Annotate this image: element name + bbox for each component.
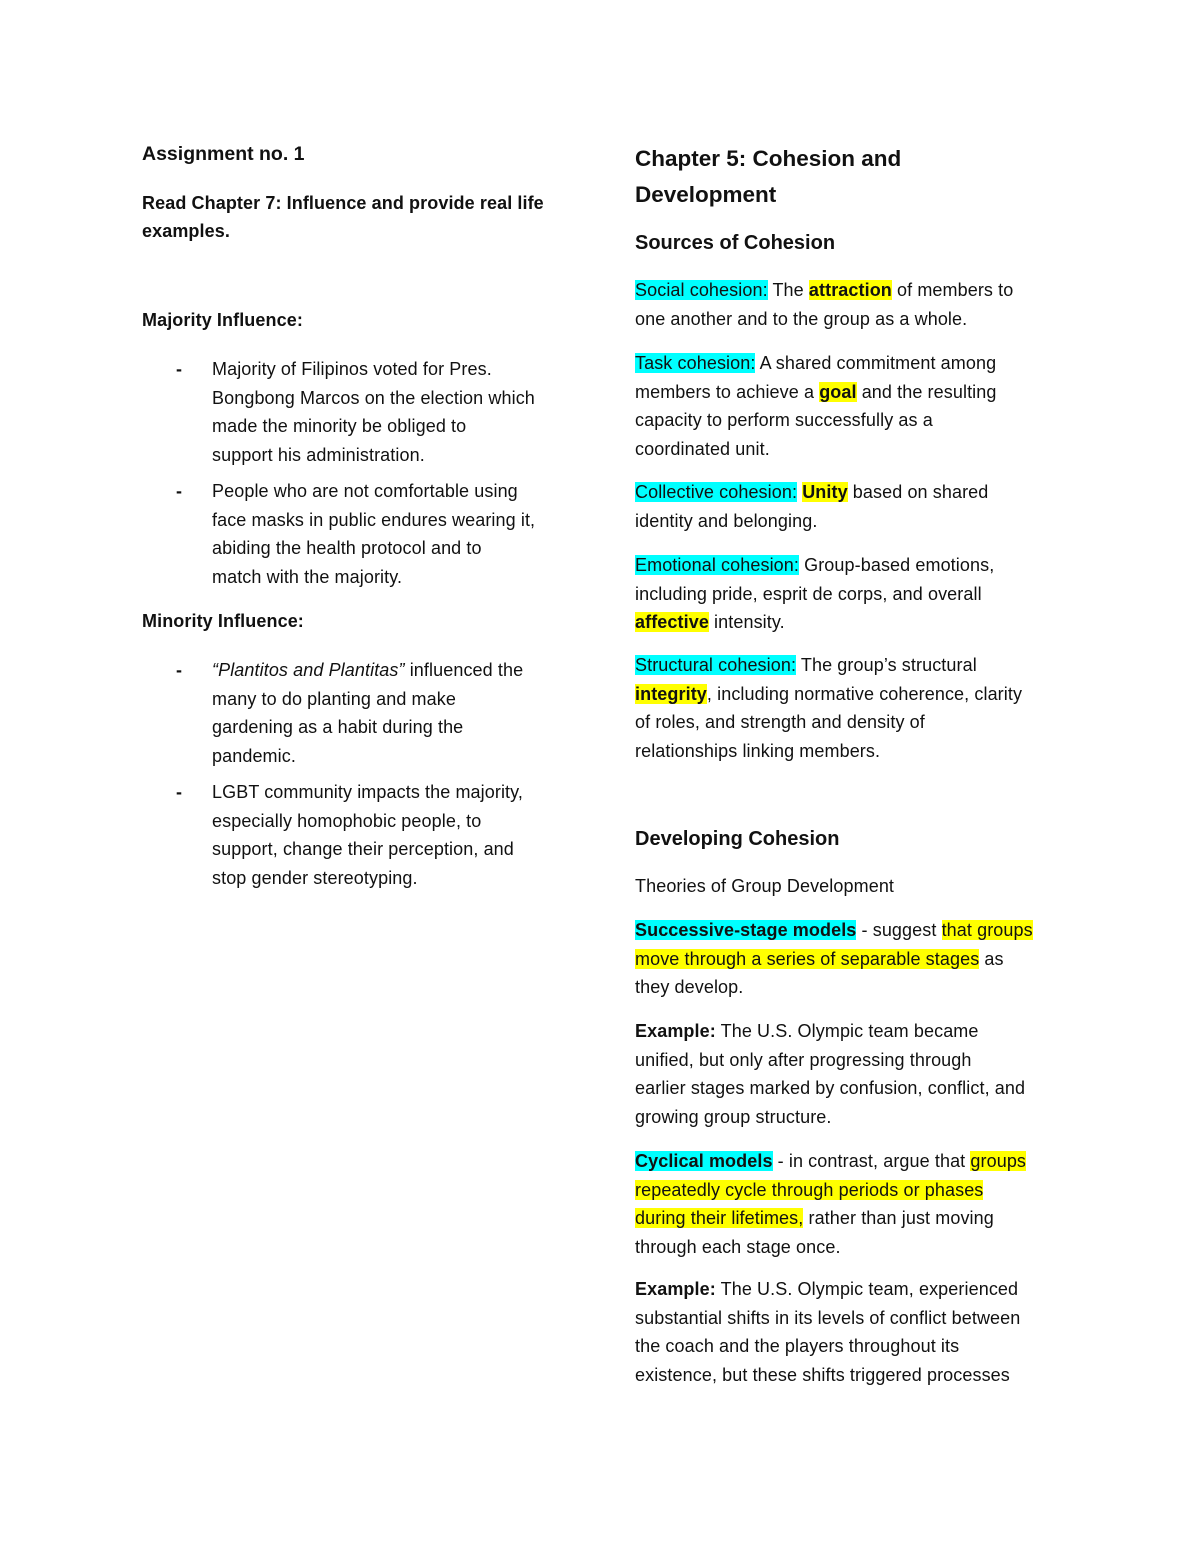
text-line: stop gender stereotyping. <box>212 867 418 888</box>
text-span: The <box>767 280 809 300</box>
text-line: gardening as a habit during the <box>212 717 464 738</box>
text-span: - in contrast, argue that <box>772 1151 971 1171</box>
text-line <box>635 945 1033 974</box>
text-span: The U.S. Olympic team became <box>715 1021 979 1041</box>
emotional-cohesion-paragraph <box>635 551 994 637</box>
text-line <box>635 1147 1026 1176</box>
keyword-highlight: goal <box>819 381 857 402</box>
list-item-text <box>212 477 535 591</box>
text-line: including pride, esprit de corps, and overall <box>635 583 982 604</box>
keyword-highlight: integrity <box>635 683 707 704</box>
chapter-title <box>635 141 901 213</box>
text-line: they develop. <box>635 977 744 998</box>
text-line: relationships linking members. <box>635 740 881 761</box>
term-highlight: Successive-stage models <box>635 920 857 940</box>
phrase-highlight: during their lifetimes, <box>635 1208 804 1229</box>
term-highlight: Social cohesion: <box>635 280 768 300</box>
text-line: capacity to perform successfully as a <box>635 410 933 431</box>
text-span: influenced the <box>404 660 524 680</box>
text-span: of members to <box>891 280 1014 300</box>
term-highlight: Emotional cohesion: <box>635 555 799 575</box>
bullet-dash: - <box>176 481 182 501</box>
social-cohesion-paragraph <box>635 276 1013 333</box>
chapter-title-line: Development <box>635 182 777 207</box>
text-line: existence, but these shifts triggered processes <box>635 1364 1010 1385</box>
phrase-highlight: that groups <box>941 920 1033 940</box>
text-line: LGBT community impacts the majority, <box>212 782 524 802</box>
text-line: face masks in public endures wearing it, <box>212 509 536 530</box>
text-span: rather than just moving <box>803 1208 994 1229</box>
sources-heading: Sources of Cohesion <box>635 232 836 254</box>
chapter-title-line: Chapter 5: Cohesion and <box>635 146 902 171</box>
text-line <box>635 608 994 637</box>
list-item-text <box>212 778 523 892</box>
collective-cohesion-paragraph <box>635 478 988 535</box>
text-line: support his administration. <box>212 444 425 465</box>
term-highlight: Collective cohesion: <box>635 482 798 502</box>
text-line: support, change their perception, and <box>212 839 514 860</box>
cyclical-models-paragraph <box>635 1147 1026 1261</box>
text-line <box>635 478 988 507</box>
developing-cohesion-heading: Developing Cohesion <box>635 828 840 850</box>
text-span: intensity. <box>708 612 785 633</box>
keyword-highlight: affective <box>635 612 709 633</box>
text-line <box>635 916 1033 945</box>
text-line <box>635 349 997 378</box>
italic-phrase: “Plantitos and Plantitas” <box>212 660 405 680</box>
instruction-line-1: Read Chapter 7: Influence and provide real life <box>142 193 544 213</box>
assignment-title: Assignment no. 1 <box>142 143 305 165</box>
bullet-dash: - <box>176 359 182 379</box>
example-paragraph <box>635 1017 1025 1131</box>
text-span: as <box>979 948 1004 969</box>
text-span: members to achieve a <box>635 381 820 402</box>
structural-cohesion-paragraph <box>635 651 1022 765</box>
text-span: A shared commitment among <box>755 353 997 373</box>
example-label: Example: <box>635 1021 716 1041</box>
text-line: pandemic. <box>212 745 296 766</box>
text-line: through each stage once. <box>635 1236 841 1257</box>
theories-subheading: Theories of Group Development <box>635 876 895 896</box>
text-line: Bongbong Marcos on the election which <box>212 387 535 408</box>
text-line: coordinated unit. <box>635 438 770 459</box>
keyword-highlight: Unity <box>802 482 848 502</box>
text-span: - suggest <box>856 920 942 940</box>
text-line <box>635 551 994 580</box>
text-line <box>635 680 1022 709</box>
minority-influence-heading: Minority Influence: <box>142 611 304 631</box>
successive-stage-paragraph <box>635 916 1033 1002</box>
text-line: of roles, and strength and density of <box>635 712 925 733</box>
text-line: made the minority be obliged to <box>212 416 467 437</box>
bullet-dash: - <box>176 782 182 802</box>
term-highlight: Cyclical models <box>635 1151 773 1171</box>
text-span: and the resulting <box>856 381 997 402</box>
text-line: earlier stages marked by confusion, conflict, and <box>635 1078 1026 1099</box>
majority-influence-heading: Majority Influence: <box>142 310 303 330</box>
text-line: one another and to the group as a whole. <box>635 308 968 329</box>
phrase-highlight: repeatedly cycle through periods or phases <box>635 1179 984 1200</box>
task-cohesion-paragraph <box>635 349 997 463</box>
text-line: abiding the health protocol and to <box>212 538 482 559</box>
text-line <box>635 651 1022 680</box>
text-line <box>635 378 997 407</box>
text-line: the coach and the players throughout its <box>635 1336 960 1357</box>
text-line <box>635 1017 1025 1046</box>
text-line <box>212 656 523 685</box>
phrase-highlight: move through a series of separable stages <box>635 948 980 969</box>
text-span: , including normative coherence, clarity <box>706 683 1023 704</box>
bullet-dash: - <box>176 660 182 680</box>
text-span: The U.S. Olympic team, experienced <box>715 1279 1019 1299</box>
text-line: People who are not comfortable using <box>212 481 518 501</box>
text-line <box>635 276 1013 305</box>
text-line: especially homophobic people, to <box>212 810 482 831</box>
text-line: identity and belonging. <box>635 510 818 531</box>
text-span: Group-based emotions, <box>799 555 995 575</box>
instruction-line-2: examples. <box>142 221 230 241</box>
text-line: growing group structure. <box>635 1106 832 1127</box>
example-label: Example: <box>635 1279 716 1299</box>
text-line: match with the majority. <box>212 566 403 587</box>
text-span: The group’s structural <box>796 655 977 675</box>
term-highlight: Task cohesion: <box>635 353 756 373</box>
text-line: many to do planting and make <box>212 688 456 709</box>
example-paragraph <box>635 1275 1020 1389</box>
text-span: based on shared <box>847 482 989 502</box>
text-line: unified, but only after progressing through <box>635 1049 972 1070</box>
term-highlight: Structural cohesion: <box>635 655 797 675</box>
text-line <box>635 1176 1026 1205</box>
list-item-text <box>212 355 535 469</box>
text-line: substantial shifts in its levels of conflict between <box>635 1307 1021 1328</box>
text-line <box>635 1275 1020 1304</box>
text-line <box>635 1204 1026 1233</box>
list-item-text <box>212 656 523 770</box>
phrase-highlight: groups <box>970 1151 1027 1171</box>
keyword-highlight: attraction <box>808 280 892 300</box>
text-line: Majority of Filipinos voted for Pres. <box>212 359 492 379</box>
